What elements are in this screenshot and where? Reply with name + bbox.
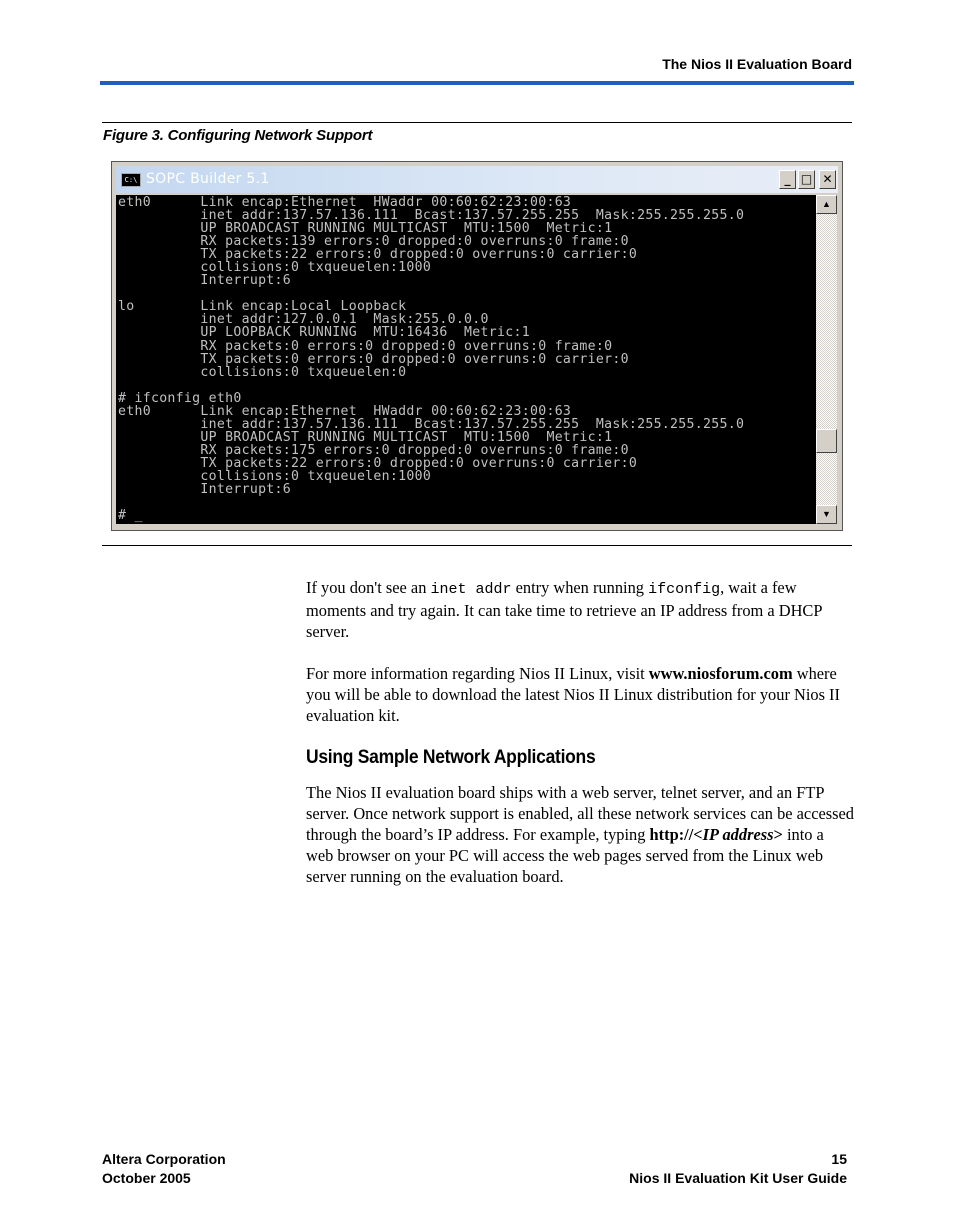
para1-text-2: entry when running bbox=[511, 578, 649, 597]
para2-text-2: where you will be able to download the latest Nios II Linux distribution for your Nios II evaluation kit. bbox=[306, 664, 840, 725]
footer-date: October 2005 bbox=[102, 1170, 191, 1186]
minimize-button[interactable]: _ bbox=[779, 170, 796, 189]
vertical-scrollbar[interactable] bbox=[816, 195, 837, 524]
para2-text-1: For more information regarding Nios II Linux, visit bbox=[306, 664, 649, 683]
console-app-icon: C:\ bbox=[121, 173, 141, 187]
figure-caption: Figure 3. Configuring Network Support bbox=[103, 127, 373, 144]
figure-top-rule bbox=[102, 122, 852, 123]
header-rule bbox=[100, 81, 854, 85]
console-output-area[interactable] bbox=[116, 195, 816, 524]
code-ifconfig: ifconfig bbox=[648, 581, 721, 598]
footer-right bbox=[629, 1150, 847, 1188]
url-suffix: > bbox=[773, 825, 783, 844]
console-output-text: eth0 Link encap:Ethernet HWaddr 00:60:62:23:00:63 inet addr:137.57.136.111 Bcast:137.57.255.255 Mask:255.255.255.0 UP BROADCAST RUNNING MULTICAST MTU:1500 Metric:1 RX packets:139 errors:0 dropped:0 overruns:0 frame:0 TX packets:22 errors:0 dropped:0 overruns:0 carrier:0 collisions:0 txqueuelen:1000 Interrupt:6 lo Link encap:Local Loopback inet addr:127.0.0.1 Mask:255.0.0.0 UP LOOPBACK RUNNING MTU:16436 Metric:1 RX packets:0 errors:0 dropped:0 overruns:0 frame:0 TX packets:0 errors:0 dropped:0 overruns:0 carrier:0 collisions:0 txqueuelen:0 # ifconfig eth0 eth0 Link encap:Ethernet HWaddr 00:60:62:23:00:63 inet addr:137.57.136.111 Bcast:137.57.255.255 Mask:255.255.255.0 UP BROADCAST RUNNING MULTICAST MTU:1500 Metric:1 RX packets:175 errors:0 dropped:0 overruns:0 frame:0 TX packets:22 errors:0 dropped:0 overruns:0 carrier:0 collisions:0 txqueuelen:1000 Interrupt:6 # _ bbox=[118, 195, 745, 524]
para1-text-1: If you don't see an bbox=[306, 578, 431, 597]
paragraph-sample-apps bbox=[306, 782, 854, 887]
body-text bbox=[306, 577, 854, 908]
maximize-button[interactable]: □ bbox=[798, 170, 815, 189]
console-window bbox=[111, 161, 843, 531]
running-header: The Nios II Evaluation Board bbox=[662, 56, 852, 72]
footer-left bbox=[102, 1150, 226, 1188]
para3-text-1: The Nios II evaluation board ships with a web server, telnet server, and an FTP server. Once network support is enabled, all these network services can be accessed through the board’s IP address. For example, typing bbox=[306, 783, 854, 844]
scroll-up-arrow-icon[interactable]: ▲ bbox=[816, 195, 837, 214]
figure-bottom-rule bbox=[102, 545, 852, 546]
paragraph-more-info bbox=[306, 663, 854, 726]
scrollbar-thumb[interactable] bbox=[816, 429, 837, 453]
footer-company: Altera Corporation bbox=[102, 1151, 226, 1167]
url-prefix: http://< bbox=[649, 825, 703, 844]
close-button[interactable]: ✕ bbox=[819, 170, 836, 189]
page-number: 15 bbox=[831, 1151, 847, 1167]
window-title: SOPC Builder 5.1 bbox=[146, 171, 270, 187]
niosforum-link[interactable]: www.niosforum.com bbox=[648, 664, 793, 683]
url-ip-address: IP address bbox=[702, 825, 774, 844]
window-title-bar[interactable] bbox=[116, 166, 838, 193]
code-inet-addr: inet addr bbox=[430, 581, 512, 598]
scroll-down-arrow-icon[interactable]: ▼ bbox=[816, 505, 837, 524]
para3-text-2: into a web browser on your PC will access the web pages served from the Linux web server running on the evaluation board. bbox=[306, 825, 824, 886]
footer-doc-title: Nios II Evaluation Kit User Guide bbox=[629, 1170, 847, 1186]
paragraph-ifconfig-note bbox=[306, 577, 854, 642]
para1-text-3: , wait a few moments and try again. It can take time to retrieve an IP address from a DHCP server. bbox=[306, 578, 822, 641]
ip-address-url bbox=[650, 825, 783, 844]
section-heading: Using Sample Network Applications bbox=[306, 747, 596, 768]
